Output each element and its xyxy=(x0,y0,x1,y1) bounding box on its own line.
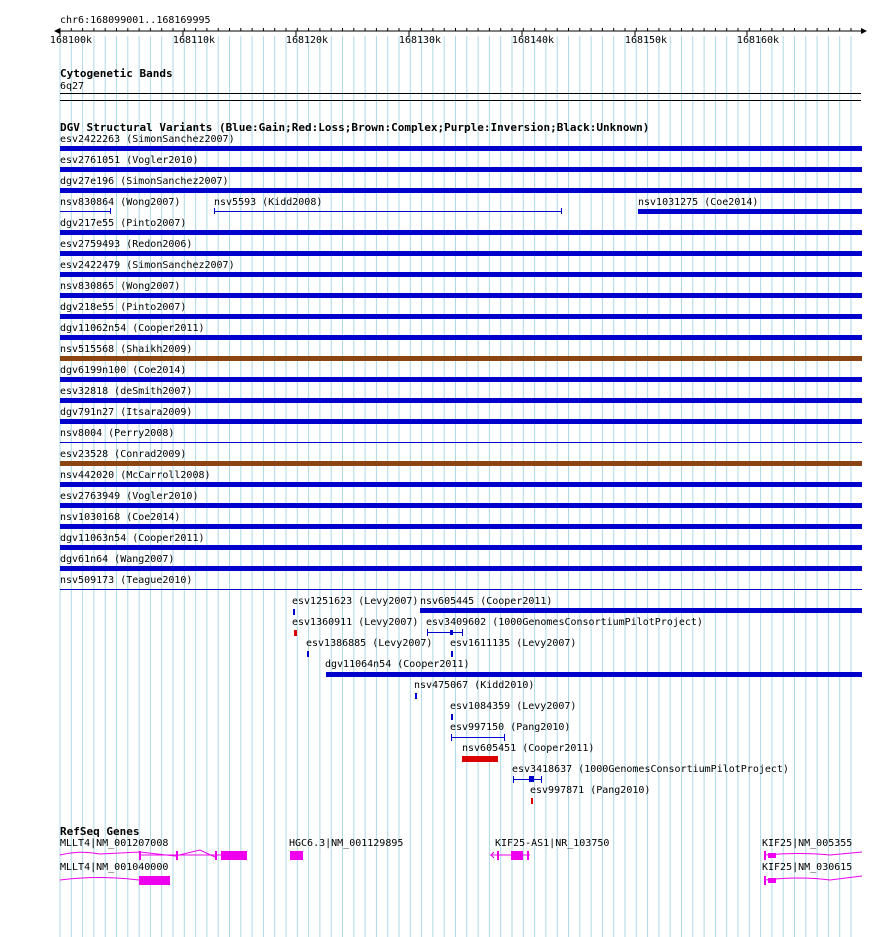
variant-label[interactable]: esv1611135 (Levy2007) xyxy=(450,638,577,649)
gene-label[interactable]: MLLT4|NM_001040000 xyxy=(60,862,169,873)
variant-label[interactable]: esv1386885 (Levy2007) xyxy=(306,638,433,649)
variant-label[interactable]: nsv475067 (Kidd2010) xyxy=(414,680,535,691)
variant-label[interactable]: esv23528 (Conrad2009) xyxy=(60,449,187,460)
variant-label[interactable]: esv3409602 (1000GenomesConsortiumPilotProject) xyxy=(426,617,703,628)
variant-label[interactable]: dgv218e55 (Pinto2007) xyxy=(60,302,187,313)
gene-exon[interactable] xyxy=(768,853,776,858)
variant-label[interactable]: dgv791n27 (Itsara2009) xyxy=(60,407,193,418)
dgv-track-title: DGV Structural Variants (Blue:Gain;Red:Loss;Brown:Complex;Purple:Inversion;Black:Unknown) xyxy=(60,121,650,134)
variant-label[interactable]: esv2761051 (Vogler2010) xyxy=(60,155,199,166)
ruler-tick-label: 168160k xyxy=(736,35,780,46)
variant-label[interactable]: esv1251623 (Levy2007) xyxy=(292,596,419,607)
variant-label[interactable]: esv32818 (deSmith2007) xyxy=(60,386,193,397)
variant-label[interactable]: esv3418637 (1000GenomesConsortiumPilotProject) xyxy=(512,764,789,775)
gene-exon[interactable] xyxy=(290,851,303,860)
variant-label[interactable]: nsv830865 (Wong2007) xyxy=(60,281,181,292)
ruler-tick-label: 168100k xyxy=(49,35,93,46)
ruler-tick-label: 168120k xyxy=(285,35,329,46)
variant-label[interactable]: dgv11063n54 (Cooper2011) xyxy=(60,533,205,544)
gene-intron-line[interactable] xyxy=(765,876,862,880)
variant-label[interactable]: esv2422263 (SimonSanchez2007) xyxy=(60,134,235,145)
gene-label[interactable]: MLLT4|NM_001207008 xyxy=(60,838,169,849)
gene-label[interactable]: KIF25-AS1|NR_103750 xyxy=(495,838,610,849)
variant-label[interactable]: dgv11064n54 (Cooper2011) xyxy=(325,659,470,670)
gene-exon[interactable] xyxy=(511,851,523,860)
variant-label[interactable]: nsv1030168 (Coe2014) xyxy=(60,512,181,523)
variant-label[interactable]: esv997150 (Pang2010) xyxy=(450,722,571,733)
gene-label[interactable]: KIF25|NM_030615 xyxy=(762,862,853,873)
variant-label[interactable]: esv1084359 (Levy2007) xyxy=(450,701,577,712)
variant-label[interactable]: dgv6199n100 (Coe2014) xyxy=(60,365,187,376)
variant-label[interactable]: nsv5593 (Kidd2008) xyxy=(214,197,323,208)
variant-label[interactable]: esv2763949 (Vogler2010) xyxy=(60,491,199,502)
variant-label[interactable]: dgv27e196 (SimonSanchez2007) xyxy=(60,176,229,187)
gene-exon[interactable] xyxy=(764,851,766,860)
variant-label[interactable]: dgv11062n54 (Cooper2011) xyxy=(60,323,205,334)
variant-label[interactable]: nsv1031275 (Coe2014) xyxy=(638,197,759,208)
ruler-tick-label: 168140k xyxy=(511,35,555,46)
variant-label[interactable]: esv2422479 (SimonSanchez2007) xyxy=(60,260,235,271)
gene-exon[interactable] xyxy=(139,876,170,885)
variant-label[interactable]: nsv605445 (Cooper2011) xyxy=(420,596,553,607)
gene-label[interactable]: HGC6.3|NM_001129895 xyxy=(289,838,404,849)
variant-label[interactable]: esv1360911 (Levy2007) xyxy=(292,617,419,628)
cytoband-label: 6q27 xyxy=(60,81,85,92)
variant-label[interactable]: dgv217e55 (Pinto2007) xyxy=(60,218,187,229)
gene-label[interactable]: KIF25|NM_005355 xyxy=(762,838,853,849)
gene-exon[interactable] xyxy=(768,878,776,883)
refseq-track-title: RefSeq Genes xyxy=(60,825,140,838)
gene-exon[interactable] xyxy=(527,851,529,860)
ruler-tick-label: 168130k xyxy=(398,35,442,46)
variant-label[interactable]: nsv515568 (Shaikh2009) xyxy=(60,344,193,355)
variant-label[interactable]: nsv605451 (Cooper2011) xyxy=(462,743,595,754)
cytoband-track-title: Cytogenetic Bands xyxy=(60,67,173,80)
position-label: chr6:168099001..168169995 xyxy=(60,15,211,26)
variant-label[interactable]: esv997871 (Pang2010) xyxy=(530,785,651,796)
gene-intron-line[interactable] xyxy=(60,850,215,857)
variant-label[interactable]: nsv8004 (Perry2008) xyxy=(60,428,175,439)
gene-intron-line[interactable] xyxy=(765,852,862,855)
gene-exon[interactable] xyxy=(497,851,499,860)
variant-label[interactable]: nsv442020 (McCarroll2008) xyxy=(60,470,211,481)
variant-label[interactable]: esv2759493 (Redon2006) xyxy=(60,239,193,250)
ruler-tick-label: 168110k xyxy=(172,35,216,46)
variant-label[interactable]: dgv61n64 (Wang2007) xyxy=(60,554,175,565)
ruler-tick-label: 168150k xyxy=(624,35,668,46)
variant-label[interactable]: nsv830864 (Wong2007) xyxy=(60,197,181,208)
gene-exon[interactable] xyxy=(764,876,766,885)
variant-label[interactable]: nsv509173 (Teague2010) xyxy=(60,575,193,586)
